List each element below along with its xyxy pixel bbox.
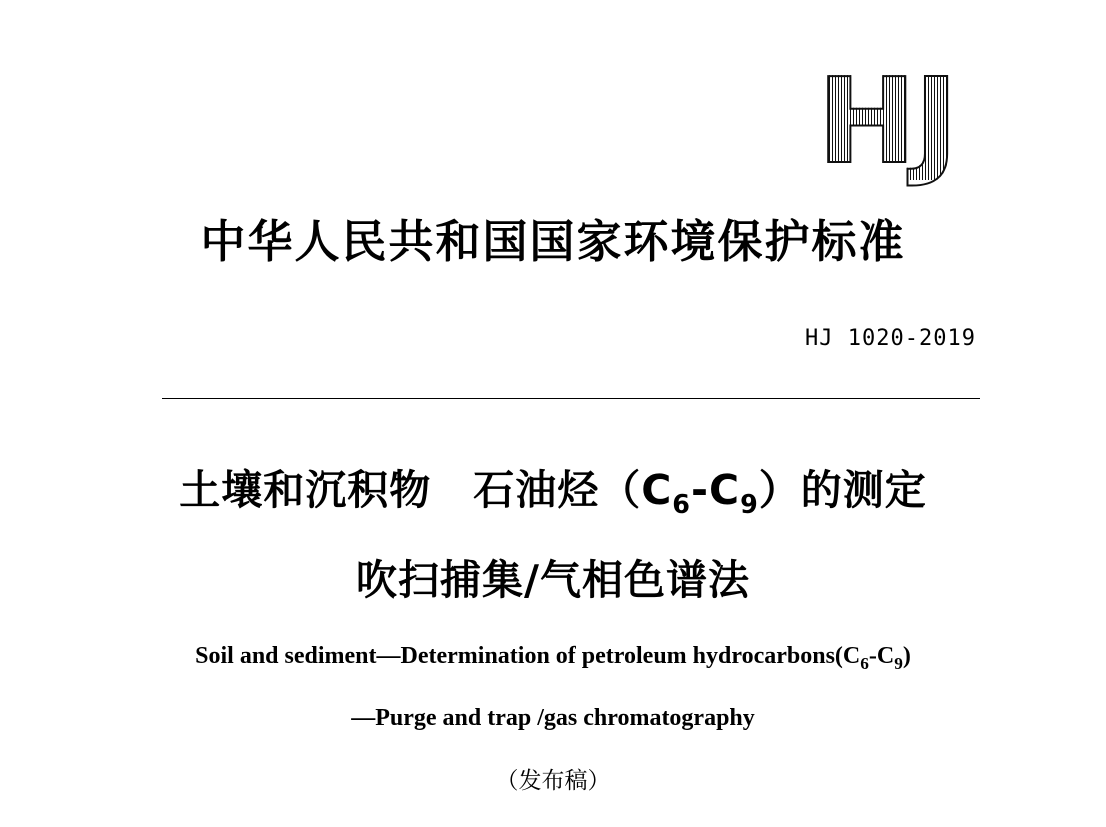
title-cn-prefix: 土壤和沉积物 石油烃（C [179,466,673,514]
standard-number: HJ 1020-2019 [805,326,976,351]
title-cn-subscript-9: 9 [740,489,759,520]
title-en-suffix: ) [902,643,911,669]
title-cn-mid: -C [690,466,741,514]
title-en-mid: -C [868,643,895,669]
title-english-line-1 [0,643,1106,674]
title-en-prefix: Soil and sediment—Determination of petroleum hydrocarbons(C [195,643,861,669]
title-en-subscript-9: 9 [894,653,903,673]
issuing-organization-line: 中华人民共和国国家环境保护标准 [200,215,906,268]
title-cn-suffix: ）的测定 [758,466,927,514]
title-english-line-2: —Purge and trap /gas chromatography [351,705,755,731]
title-cn-subscript-6: 6 [672,489,691,520]
title-en-subscript-6: 6 [860,653,869,673]
title-chinese-line-1 [0,466,1106,520]
draft-status-note: （发布稿） [495,768,611,794]
hj-emblem-logo: HJ [817,52,956,190]
horizontal-divider [162,398,980,399]
title-chinese-line-2: 吹扫捕集/气相色谱法 [356,556,750,604]
